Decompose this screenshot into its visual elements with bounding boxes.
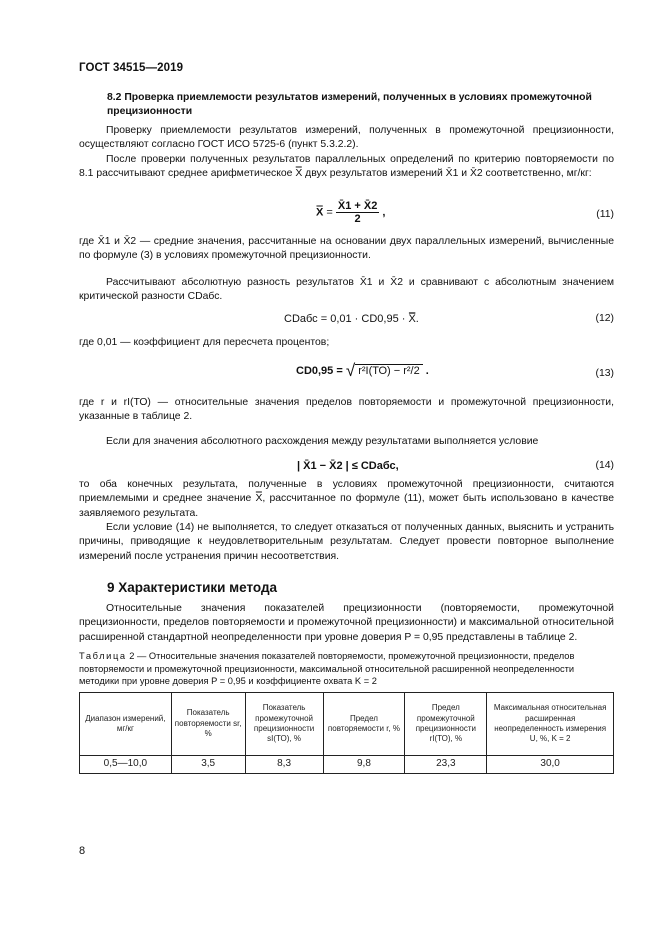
table-cell: 8,3	[245, 756, 323, 774]
eq13-radicand: r²I(ТО) − r²/2	[355, 364, 423, 377]
table-row	[80, 756, 614, 774]
eq11-lhs: X̿	[316, 206, 324, 219]
table-2	[79, 692, 614, 774]
equation-13: CD0,95 = √ r²I(ТО) − r²/2 .	[296, 361, 429, 380]
table-header-cell: Показатель повторяемости sr, %	[171, 693, 245, 756]
paragraph-5: то оба конечных результата, полученные в условиях промежуточной прецизионности, считаются приемлемыми и среднее значение X̿, рассчитанное по формуле (11), может быть использовано в качестве заявляемого результата.	[79, 479, 614, 519]
table-2-caption-text: 2 — Относительные значения показателей повторяемости, промежуточной прецизионности, пределов повторяемости и промежуточной прецизионности, максимальной относительной расширенной неопределенности методики при уровне доверия P = 0,95 и коэффициенте охвата K = 2	[79, 651, 575, 687]
paragraph-1: Проверку приемлемости результатов измерений, полученных в промежуточной прецизионности, осуществляют согласно ГОСТ ИСО 5725-6 (пункт 5.3.2.2).	[79, 125, 614, 151]
eq11-fraction	[336, 200, 379, 225]
table-header-cell: Предел промежуточной прецизионности rI(ТО), %	[405, 693, 487, 756]
eq13-lhs: CD0,95 =	[296, 364, 343, 377]
table-header-row	[80, 693, 614, 756]
eq11-tail: ,	[382, 206, 386, 219]
table-2-caption	[79, 650, 614, 688]
table-cell: 3,5	[171, 756, 245, 774]
equation-14-number: (14)	[595, 460, 614, 471]
table-header-cell: Предел повторяемости r, %	[323, 693, 405, 756]
where-note-2: где 0,01 — коэффициент для пересчета процентов;	[79, 337, 330, 348]
equation-13-number: (13)	[595, 368, 614, 379]
table-cell: 30,0	[487, 756, 614, 774]
section-9-paragraph: Относительные значения показателей прецизионности (повторяемости, промежуточной прецизионности, пределов повторяемости и промежуточной прецизионности) и максимальной относительной расширенной стандартной неопределенности при уровне доверия P = 0,95 представлены в таблице 2.	[79, 603, 614, 643]
section-8-2-title: 8.2 Проверка приемлемости результатов измерений, полученных в условиях промежуточной прецизионности	[107, 92, 592, 117]
page-number: 8	[79, 845, 86, 857]
table-2-caption-label: Таблица	[79, 651, 127, 661]
equation-11: X̿ = $\frac{X̄1 + X̄2}{2}$ ,	[316, 200, 386, 225]
equation-12-number: (12)	[595, 313, 614, 324]
paragraph-3: Рассчитывают абсолютную разность результатов X̄1 и X̄2 и сравнивают с абсолютным значением критической разности CDабс.	[79, 277, 614, 303]
paragraph-6: Если условие (14) не выполняется, то следует отказаться от полученных данных, выяснить и устранить причины, приводящие к неудовлетворительным результатам. Следует провести повторное выполнение измерений после устранения причин несоответствия.	[79, 522, 614, 562]
equation-11-number: (11)	[596, 209, 614, 220]
table-cell: 23,3	[405, 756, 487, 774]
eq11-numerator: X̄1 + X̄2	[337, 200, 378, 212]
eq11-denominator: 2	[354, 213, 361, 225]
equation-14: | X̄1 − X̄2 | ≤ CDабс,	[297, 460, 399, 472]
where-note-1: где X̄1 и X̄2 — средние значения, рассчитанные на основании двух параллельных измерений, вычисленные по формуле (3) в условиях промежуточной прецизионности.	[79, 236, 614, 262]
paragraph-4: Если для значения абсолютного расхождения между результатами выполняется условие	[106, 436, 539, 447]
paragraph-2: После проверки полученных результатов параллельных определений по критерию повторяемости по 8.1 рассчитывают среднее арифметическое X̿ двух результатов измерений X̄1 и X̄2 соответственно, мг/кг:	[79, 154, 614, 180]
table-header-cell: Диапазон измерений, мг/кг	[80, 693, 172, 756]
table-cell: 0,5—10,0	[80, 756, 172, 774]
eq13-tail: .	[425, 364, 429, 377]
section-9-title: 9 Характеристики метода	[107, 580, 278, 595]
table-header-cell: Показатель промежуточной прецизионности sI(ТО), %	[245, 693, 323, 756]
where-note-3: где r и rI(ТО) — относительные значения пределов повторяемости и промежуточной прецизионности, указанные в таблице 2.	[79, 397, 614, 423]
document-code: ГОСТ 34515—2019	[79, 62, 184, 74]
table-header-cell: Максимальная относительная расширенная неопределенность измерения U, %, K = 2	[487, 693, 614, 756]
equation-12: CDабс = 0,01 · CD0,95 · X̿.	[284, 313, 419, 325]
table-cell: 9,8	[323, 756, 405, 774]
